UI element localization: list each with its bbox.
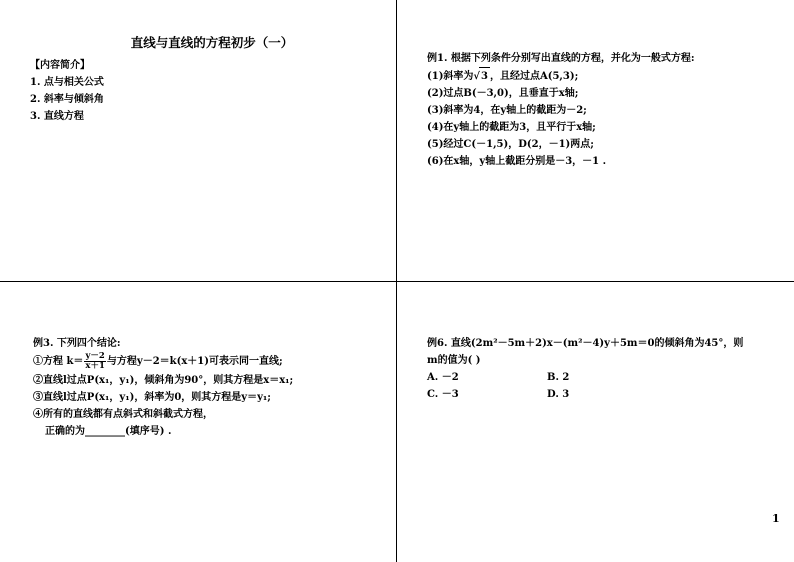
panel-bottom-left: [33, 335, 383, 440]
example-6-question-cont: m的值为( ): [427, 355, 481, 366]
item-text: ，且经过点A(5,3);: [489, 71, 579, 82]
list-item: 1. 点与相关公式: [30, 77, 104, 88]
section-heading: 【内容简介】: [30, 60, 90, 71]
options-row-2: [427, 386, 772, 403]
page-title: 直线与直线的方程初步（一）: [130, 35, 294, 50]
example-1-item: (6)在x轴，y轴上截距分别是－3，－1 .: [427, 156, 607, 167]
fraction-numerator: y－2: [85, 351, 105, 361]
statement-4: ④所有的直线都有点斜式和斜截式方程，: [33, 409, 213, 420]
options-row-1: [427, 369, 772, 386]
example-1-item: (2)过点B(－3,0)，且垂直于x轴;: [427, 88, 579, 99]
example-6-question: 例6. 直线(2m²－5m＋2)x－(m²－4)y＋5m＝0的倾斜角为45°，则: [427, 338, 744, 349]
example-1-item: (3)斜率为4，在y轴上的截距为－2;: [427, 105, 587, 116]
example-1-item-1: [427, 67, 767, 85]
item-text: (1)斜率为: [427, 71, 474, 82]
answer-blank: 正确的为________(填序号) .: [45, 426, 172, 437]
statement-1: [33, 352, 383, 372]
sqrt-radicand: 3: [479, 67, 490, 85]
panel-top-left: [30, 34, 380, 125]
statement-text: ①方程 k＝: [33, 356, 84, 367]
option-d: D. 3: [547, 389, 570, 400]
panel-top-right: [427, 50, 767, 170]
fraction: [84, 352, 105, 371]
sqrt-symbol: √: [473, 71, 480, 82]
statement-text: 与方程y－2＝k(x＋1)可表示同一直线;: [106, 356, 283, 367]
option-b: B. 2: [547, 372, 570, 383]
panel-bottom-right: [427, 335, 772, 403]
example-1-item: (5)经过C(－1,5)，D(2，－1)两点;: [427, 139, 594, 150]
example-1-item: (4)在y轴上的截距为3，且平行于x轴;: [427, 122, 596, 133]
page-number: 1: [772, 512, 780, 525]
fraction-denominator: x＋1: [85, 361, 105, 371]
option-a: A. －2: [427, 372, 459, 383]
horizontal-divider: [0, 281, 794, 282]
example-1-intro: 例1. 根据下列条件分别写出直线的方程，并化为一般式方程:: [427, 53, 695, 64]
example-3-intro: 例3. 下列四个结论:: [33, 338, 121, 349]
option-c: C. －3: [427, 389, 459, 400]
list-item: 3. 直线方程: [30, 111, 84, 122]
list-item: 2. 斜率与倾斜角: [30, 94, 104, 105]
statement-2: ②直线l过点P(x₁，y₁)，倾斜角为90°，则其方程是x＝x₁;: [33, 375, 294, 386]
statement-3: ③直线l过点P(x₁，y₁)，斜率为0，则其方程是y＝y₁;: [33, 392, 271, 403]
